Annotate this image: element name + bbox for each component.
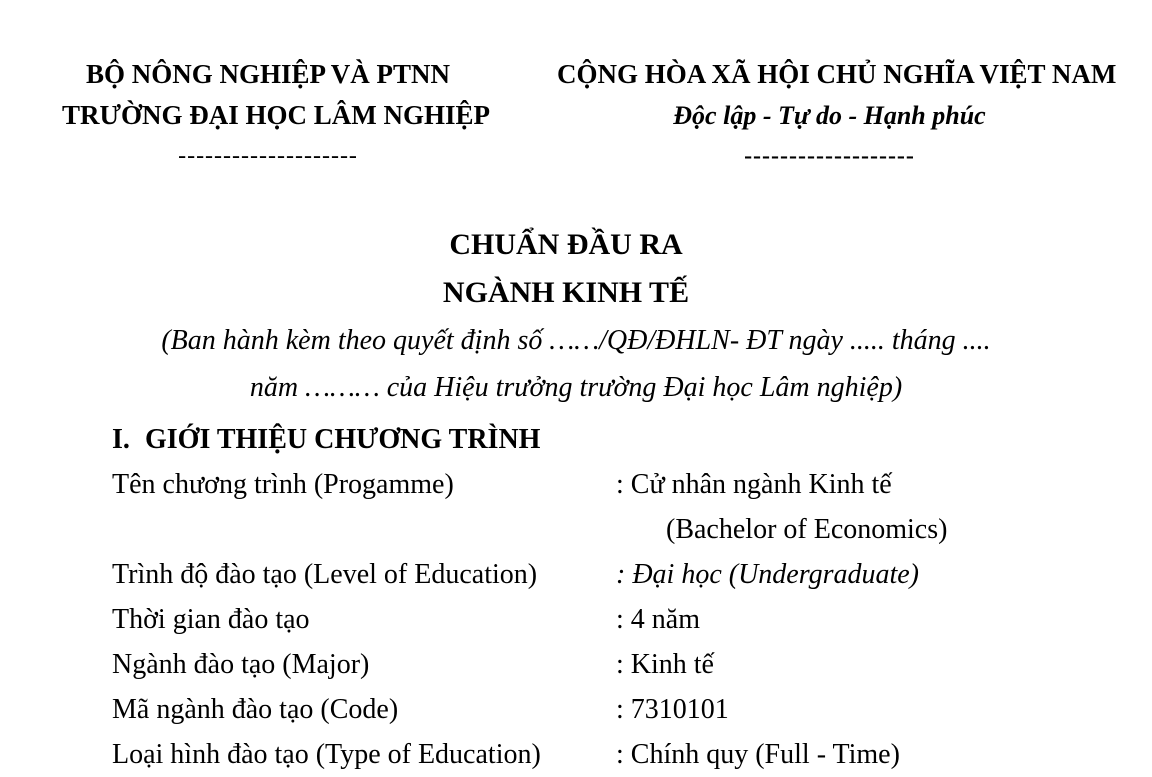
document-title	[0, 221, 1152, 317]
info-value	[616, 462, 947, 552]
section-numeral: I.	[112, 424, 130, 455]
ministry-header-block	[62, 54, 491, 177]
right-dashed-divider: -------------------	[744, 143, 915, 169]
info-value: : 7310101	[616, 694, 729, 725]
info-value-line-1: : Cử nhân ngành Kinh tế	[616, 469, 892, 500]
info-label: Thời gian đào tạo	[112, 604, 310, 635]
republic-title: CỘNG HÒA XÃ HỘI CHỦ NGHĨA VIỆT NAM	[557, 59, 1117, 89]
info-row-major	[112, 642, 1152, 687]
info-label: Trình độ đào tạo (Level of Education)	[112, 559, 538, 590]
issuing-note-line-1: (Ban hành kèm theo quyết định số ……/QĐ/ĐHLN- ĐT ngày ..... tháng ....	[161, 325, 991, 356]
info-row-education-level	[112, 552, 1152, 597]
title-line-1: CHUẨN ĐẦU RA	[449, 228, 683, 261]
info-label: Tên chương trình (Progamme)	[112, 469, 454, 500]
issuing-note	[0, 317, 1152, 411]
info-value-line-2: (Bachelor of Economics)	[666, 514, 948, 545]
info-value: : Đại học (Undergraduate)	[616, 559, 920, 590]
info-value: : 4 năm	[616, 604, 700, 635]
university-name: TRƯỜNG ĐẠI HỌC LÂM NGHIỆP	[62, 100, 491, 130]
info-row-education-type	[112, 732, 1152, 777]
info-value: : Kinh tế	[616, 649, 714, 680]
info-row-code	[112, 687, 1152, 732]
national-header-block	[557, 54, 1117, 177]
national-motto: Độc lập - Tự do - Hạnh phúc	[673, 101, 986, 130]
section-heading-text: GIỚI THIỆU CHƯƠNG TRÌNH	[145, 424, 541, 455]
info-label: Mã ngành đào tạo (Code)	[112, 694, 399, 725]
info-value: : Chính quy (Full - Time)	[616, 739, 900, 770]
info-row-programme-name	[112, 462, 1152, 552]
title-line-2: NGÀNH KINH TẾ	[442, 276, 690, 309]
info-row-duration	[112, 597, 1152, 642]
ministry-name: BỘ NÔNG NGHIỆP VÀ PTNN	[85, 59, 451, 89]
program-info-list	[0, 462, 1152, 777]
document-header	[0, 54, 1152, 177]
info-label: Loại hình đào tạo (Type of Education)	[112, 739, 541, 770]
info-label: Ngành đào tạo (Major)	[112, 649, 370, 680]
section-heading	[0, 417, 1152, 462]
issuing-note-line-2: năm ……… của Hiệu trưởng trường Đại học Lâm nghiệp)	[249, 372, 903, 403]
left-dashed-divider: --------------------	[178, 143, 358, 169]
